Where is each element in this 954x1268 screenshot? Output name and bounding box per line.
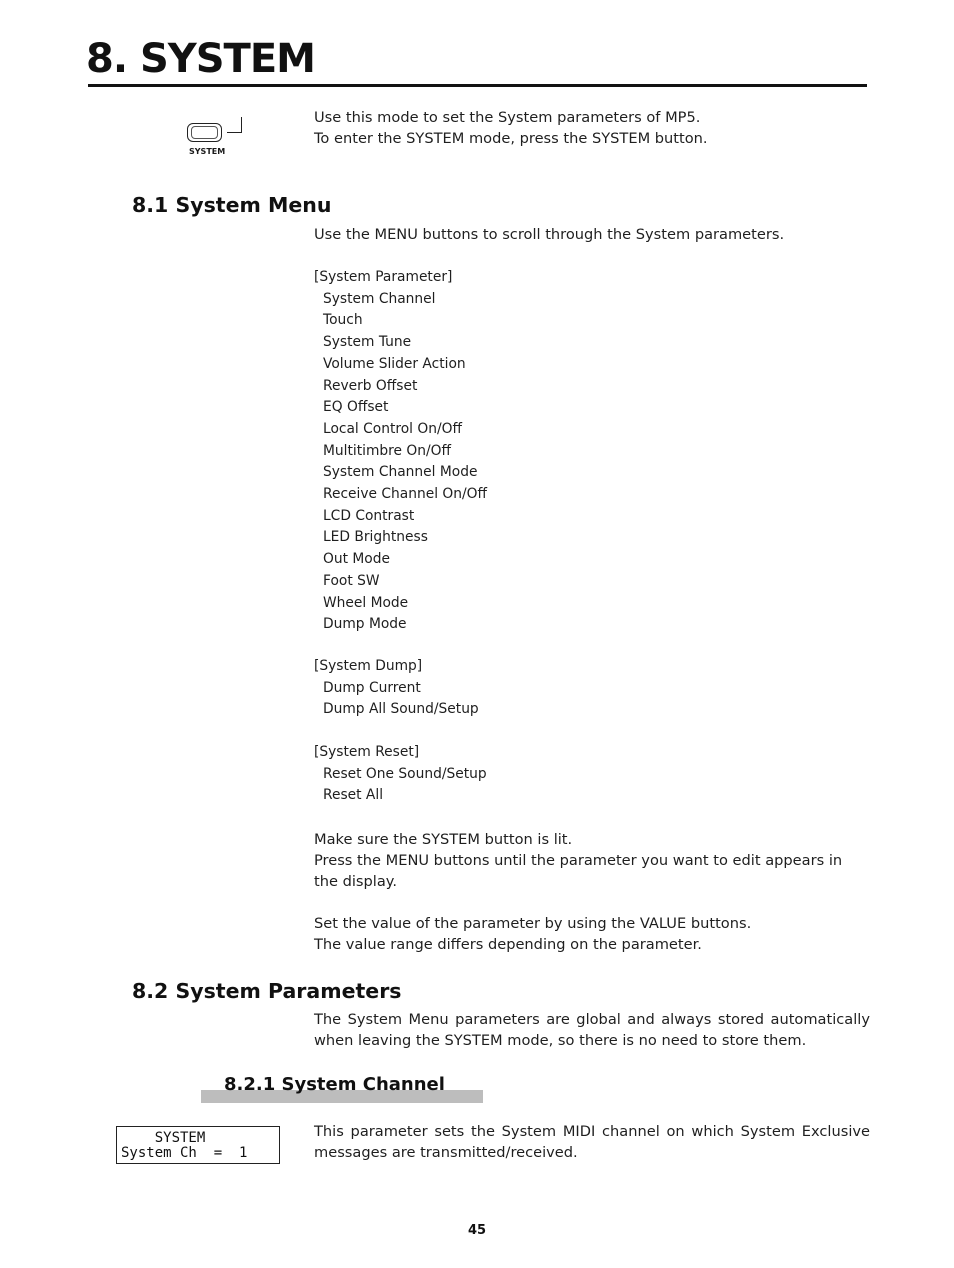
system-menu-instructions [314,829,870,955]
list-item: LCD Contrast [323,507,415,524]
system-reset-list [314,742,487,807]
lcd-line-2: System Ch = 1 [121,1145,248,1161]
intro-line: Use this mode to set the System parameters of MP5. [314,109,701,126]
list-item: Multitimbre On/Off [323,442,452,459]
list-item: Out Mode [323,551,390,568]
instruction-line: Press the MENU buttons until the parameter you want to edit appears in the display. [314,852,843,890]
section-heading-system-menu: 8.1 System Menu [132,193,332,217]
group-title: [System Reset] [314,744,420,760]
system-channel-description: This parameter sets the System MIDI channel on which System Exclusive messages are transmitted/received. [314,1123,870,1161]
list-item: Dump All Sound/Setup [323,701,479,718]
group-title: [System Dump] [314,658,423,674]
list-item: Reset One Sound/Setup [323,765,487,782]
list-item: Reset All [323,787,384,804]
subsection-heading-system-channel: 8.2.1 System Channel [224,1074,445,1095]
list-item: Local Control On/Off [323,420,463,437]
page-number: 45 [467,1223,487,1238]
system-menu-intro: Use the MENU buttons to scroll through the System parameters. [314,226,785,243]
chapter-divider [88,84,867,87]
system-dump-list [314,656,479,721]
led-indicator-icon [227,117,242,133]
chapter-title: 8. SYSTEM [86,36,315,82]
list-item: Touch [323,312,363,329]
list-item: Receive Channel On/Off [323,486,488,503]
instruction-line: The value range differs depending on the parameter. [314,936,702,953]
list-item: Reverb Offset [323,377,418,394]
list-item: System Channel [323,290,436,307]
list-item: Volume Slider Action [323,355,466,372]
system-parameters-intro: The System Menu parameters are global and always stored automatically when leaving the SYSTEM mode, so there is no need to store them. [314,1011,870,1049]
lcd-line-1: SYSTEM [121,1130,206,1146]
list-item: System Channel Mode [323,464,478,481]
instruction-line: Set the value of the parameter by using the VALUE buttons. [314,915,752,932]
section-heading-system-parameters: 8.2 System Parameters [132,979,402,1003]
system-parameter-list [314,267,487,636]
system-button-icon [186,116,246,158]
button-shape [187,123,222,142]
list-item: EQ Offset [323,399,389,416]
intro-line: To enter the SYSTEM mode, press the SYSTEM button. [314,130,708,147]
list-item: Dump Current [323,679,421,696]
lcd-display [116,1126,280,1164]
list-item: LED Brightness [323,529,428,546]
instruction-line: Make sure the SYSTEM button is lit. [314,831,573,848]
group-title: [System Parameter] [314,269,453,285]
list-item: Foot SW [323,572,380,589]
system-button-caption: SYSTEM [189,147,226,156]
intro-text [314,107,874,149]
list-item: Wheel Mode [323,594,409,611]
list-item: System Tune [323,334,412,351]
list-item: Dump Mode [323,616,407,633]
